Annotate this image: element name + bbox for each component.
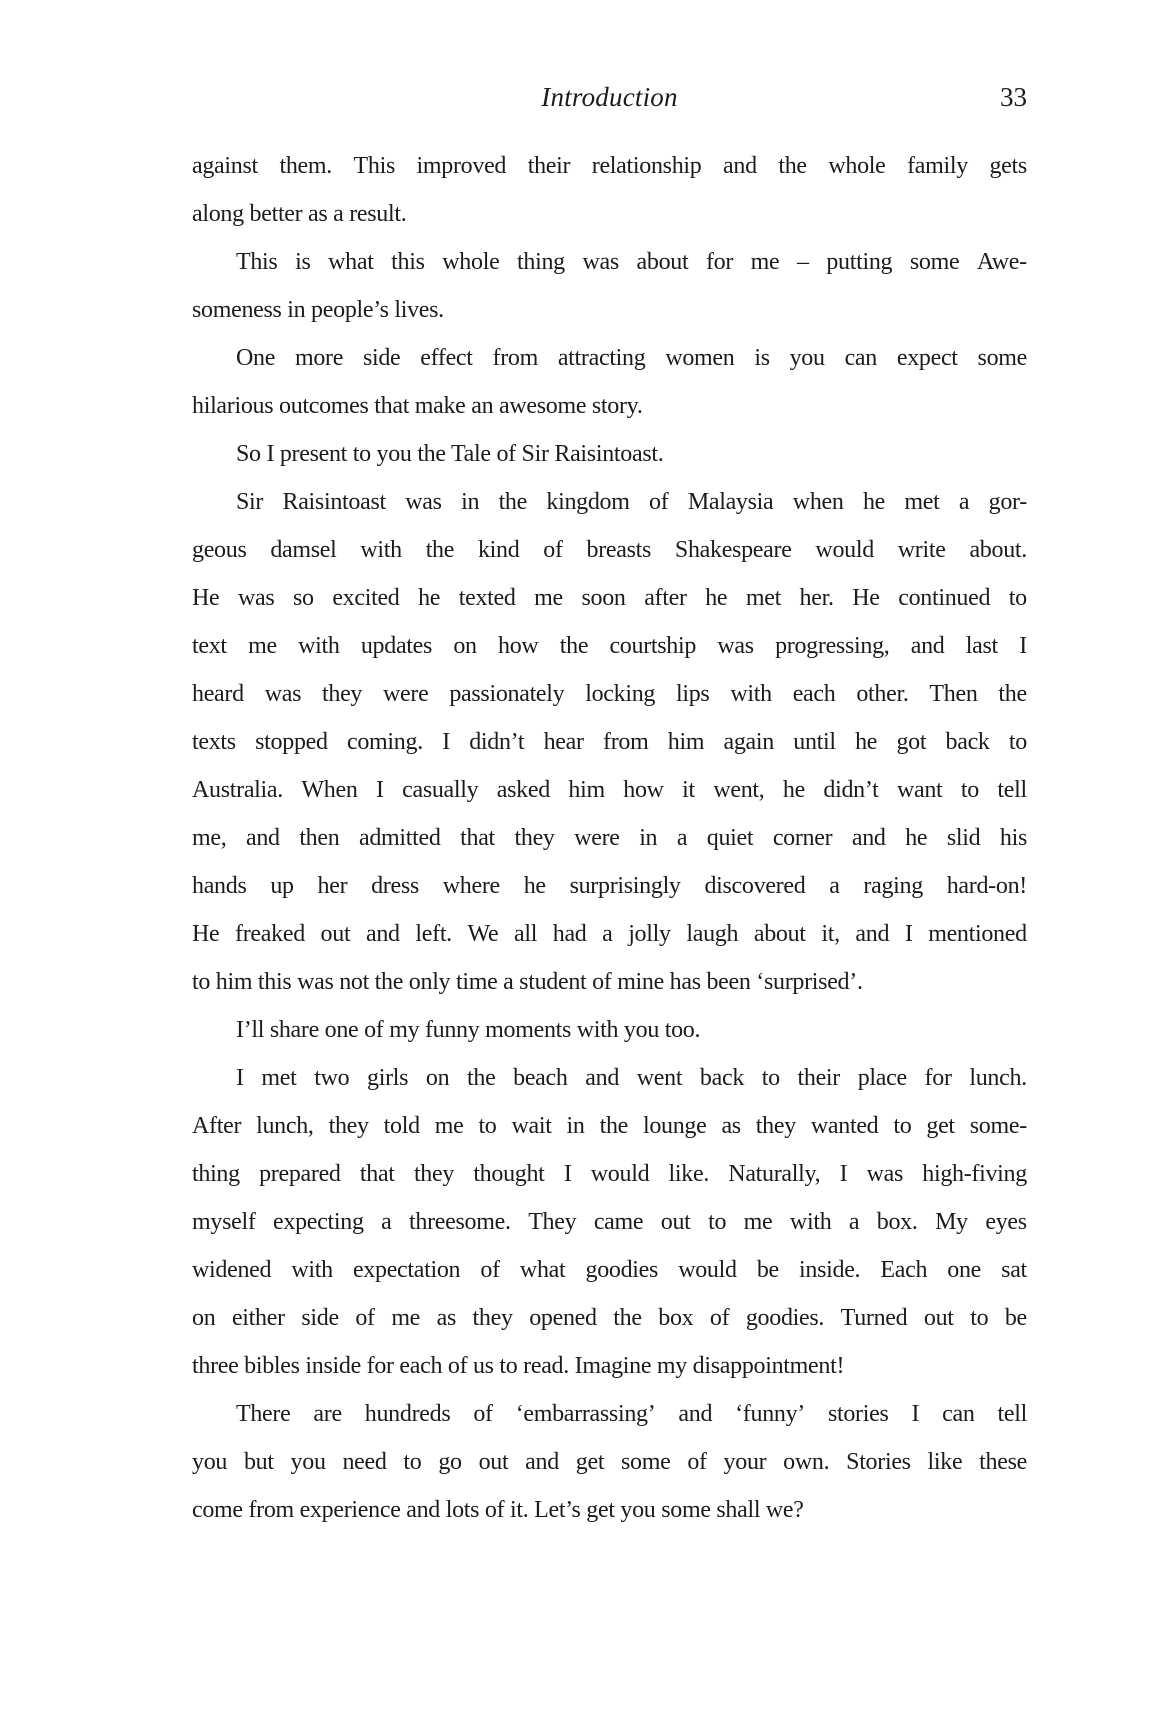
text-line: He freaked out and left. We all had a jolly laugh about it, and I mentioned (192, 921, 1027, 947)
text-line: I’ll share one of my funny moments with you too. (236, 1017, 701, 1043)
text-line: Sir Raisintoast was in the kingdom of Malaysia when he met a gor- (236, 489, 1027, 515)
text-line: I met two girls on the beach and went back to their place for lunch. (236, 1065, 1027, 1091)
text-line: to him this was not the only time a student of mine has been ‘surprised’. (192, 969, 863, 995)
text-line: heard was they were passionately locking lips with each other. Then the (192, 681, 1027, 707)
page-number: 33 (1000, 82, 1027, 112)
text-line: widened with expectation of what goodies would be inside. Each one sat (192, 1257, 1027, 1283)
text-line: come from experience and lots of it. Let’s get you some shall we? (192, 1497, 804, 1523)
text-line: me, and then admitted that they were in a quiet corner and he slid his (192, 825, 1027, 851)
text-line: After lunch, they told me to wait in the lounge as they wanted to get some- (192, 1113, 1027, 1139)
text-line: along better as a result. (192, 201, 407, 227)
text-line: texts stopped coming. I didn’t hear from him again until he got back to (192, 729, 1027, 755)
text-line: on either side of me as they opened the box of goodies. Turned out to be (192, 1305, 1027, 1331)
text-line: text me with updates on how the courtship was progressing, and last I (192, 633, 1027, 659)
text-line: He was so excited he texted me soon after he met her. He continued to (192, 585, 1027, 611)
text-line: myself expecting a threesome. They came out to me with a box. My eyes (192, 1209, 1027, 1235)
text-line: There are hundreds of ‘embarrassing’ and ‘funny’ stories I can tell (236, 1401, 1027, 1427)
text-line: hilarious outcomes that make an awesome story. (192, 393, 643, 419)
page-body (192, 142, 1027, 1534)
text-line: One more side effect from attracting women is you can expect some (236, 345, 1027, 371)
text-line: three bibles inside for each of us to read. Imagine my disappointment! (192, 1353, 845, 1379)
text-line: geous damsel with the kind of breasts Shakespeare would write about. (192, 537, 1027, 563)
text-line: thing prepared that they thought I would like. Naturally, I was high-fiving (192, 1161, 1027, 1187)
running-header (192, 82, 1027, 118)
text-line: This is what this whole thing was about for me – putting some Awe- (236, 249, 1027, 275)
text-line: So I present to you the Tale of Sir Raisintoast. (236, 441, 664, 467)
text-line: hands up her dress where he surprisingly discovered a raging hard-on! (192, 873, 1027, 899)
text-line: you but you need to go out and get some of your own. Stories like these (192, 1449, 1027, 1475)
text-line: someness in people’s lives. (192, 297, 444, 323)
text-line: against them. This improved their relationship and the whole family gets (192, 153, 1027, 179)
page-title: Introduction (541, 82, 678, 112)
text-line: Australia. When I casually asked him how it went, he didn’t want to tell (192, 777, 1027, 803)
